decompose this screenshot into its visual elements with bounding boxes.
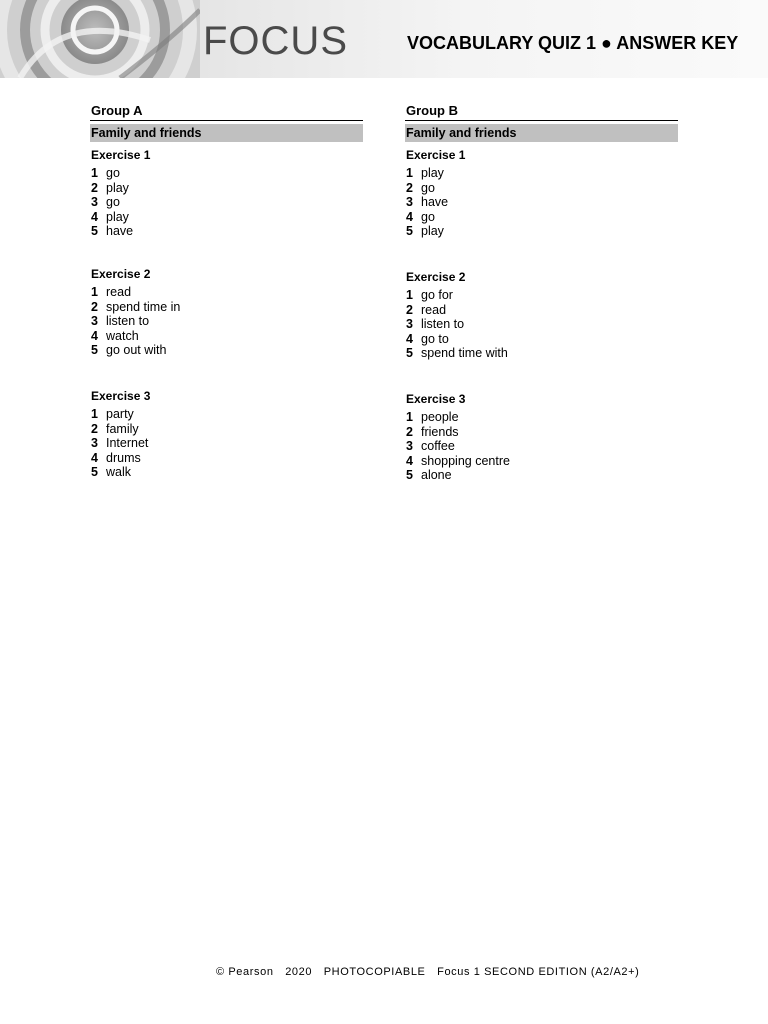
item-number: 2 bbox=[91, 299, 98, 314]
answer-item bbox=[405, 166, 678, 181]
year-text: 2020 bbox=[285, 966, 313, 978]
answer-item bbox=[90, 422, 363, 437]
answer-item bbox=[90, 465, 363, 480]
item-number: 4 bbox=[406, 331, 413, 346]
answer-item bbox=[405, 224, 678, 239]
answer-item bbox=[405, 454, 678, 469]
item-number: 1 bbox=[406, 166, 413, 180]
edition-text: Focus 1 SECOND EDITION (A2/A2+) bbox=[437, 966, 640, 978]
item-number: 5 bbox=[91, 343, 98, 358]
answer-item bbox=[90, 343, 363, 358]
item-number: 3 bbox=[91, 195, 98, 210]
exercise-heading: Exercise 2 bbox=[406, 269, 466, 284]
answer-item bbox=[405, 288, 678, 303]
item-number: 4 bbox=[91, 209, 98, 224]
item-number: 4 bbox=[91, 328, 98, 343]
answer-item bbox=[405, 410, 678, 425]
answer-text: party bbox=[106, 406, 134, 421]
item-number: 1 bbox=[91, 406, 98, 421]
answer-text: alone bbox=[421, 468, 452, 483]
answer-text: go to bbox=[421, 331, 449, 346]
answer-text: go for bbox=[421, 287, 453, 302]
group-a-heading: Group A bbox=[90, 103, 363, 121]
answer-text: shopping centre bbox=[421, 453, 510, 468]
page-footer bbox=[216, 966, 647, 978]
group-a-unit-bar: Family and friends bbox=[90, 124, 363, 142]
answer-item bbox=[405, 332, 678, 347]
answer-item bbox=[90, 195, 363, 210]
exercise-heading: Exercise 3 bbox=[406, 391, 466, 406]
answer-text: have bbox=[106, 224, 134, 239]
item-number: 2 bbox=[91, 421, 98, 436]
answer-text: go bbox=[106, 166, 120, 180]
answer-text: spend time with bbox=[421, 346, 508, 361]
answer-text: play bbox=[421, 166, 444, 180]
item-number: 4 bbox=[91, 450, 98, 465]
answer-item bbox=[405, 210, 678, 225]
group-b-heading: Group B bbox=[405, 103, 678, 121]
answer-text: coffee bbox=[421, 439, 455, 454]
page-header bbox=[0, 0, 768, 78]
answer-item bbox=[405, 317, 678, 332]
document-title: VOCABULARY QUIZ 1 ● ANSWER KEY bbox=[407, 33, 739, 53]
answer-item bbox=[90, 210, 363, 225]
answer-text: listen to bbox=[106, 314, 150, 329]
answer-item bbox=[90, 300, 363, 315]
item-number: 5 bbox=[406, 346, 413, 361]
item-number: 3 bbox=[406, 195, 413, 210]
answer-text: go out with bbox=[106, 343, 167, 358]
answer-item bbox=[90, 285, 363, 300]
item-number: 5 bbox=[91, 465, 98, 480]
group-a-column bbox=[90, 100, 363, 480]
answer-text: go bbox=[421, 180, 435, 195]
answer-text: watch bbox=[106, 328, 139, 343]
answer-text: play bbox=[106, 180, 129, 195]
answer-item bbox=[405, 439, 678, 454]
answer-text: spend time in bbox=[106, 299, 181, 314]
answer-text: friends bbox=[421, 424, 459, 439]
answer-text: go bbox=[106, 195, 120, 210]
answer-item bbox=[90, 436, 363, 451]
answer-text: people bbox=[421, 409, 459, 424]
item-number: 2 bbox=[406, 180, 413, 195]
item-number: 1 bbox=[91, 166, 98, 180]
item-number: 5 bbox=[406, 468, 413, 483]
answer-text: walk bbox=[106, 465, 132, 480]
exercise-heading: Exercise 3 bbox=[91, 388, 151, 403]
item-number: 3 bbox=[406, 317, 413, 332]
answer-text: read bbox=[421, 302, 447, 317]
answer-text: listen to bbox=[421, 317, 465, 332]
focus-swirl-graphic bbox=[0, 0, 200, 78]
answer-item bbox=[405, 425, 678, 440]
item-number: 1 bbox=[406, 409, 413, 424]
answer-item bbox=[405, 303, 678, 318]
answer-item bbox=[90, 181, 363, 196]
copyright-text: © Pearson bbox=[216, 966, 274, 978]
answer-item bbox=[405, 195, 678, 210]
answer-item bbox=[90, 166, 363, 181]
group-b-unit-bar: Family and friends bbox=[405, 124, 678, 142]
item-number: 2 bbox=[91, 180, 98, 195]
answer-item bbox=[90, 407, 363, 422]
answer-text: play bbox=[106, 209, 129, 224]
answer-text: read bbox=[106, 284, 132, 299]
item-number: 5 bbox=[406, 224, 413, 239]
answer-text: go bbox=[421, 209, 435, 224]
exercise-heading: Exercise 2 bbox=[91, 266, 151, 281]
exercise-heading: Exercise 1 bbox=[91, 148, 151, 162]
answer-item bbox=[90, 224, 363, 239]
group-b-column bbox=[405, 100, 678, 483]
answer-item bbox=[405, 468, 678, 483]
item-number: 1 bbox=[91, 284, 98, 299]
photocopiable-text: PHOTOCOPIABLE bbox=[323, 966, 426, 978]
answer-item bbox=[405, 346, 678, 361]
answer-item bbox=[90, 314, 363, 329]
item-number: 4 bbox=[406, 453, 413, 468]
item-number: 3 bbox=[91, 314, 98, 329]
answer-item bbox=[90, 451, 363, 466]
item-number: 2 bbox=[406, 424, 413, 439]
answer-text: play bbox=[421, 224, 444, 239]
answer-item bbox=[90, 329, 363, 344]
item-number: 3 bbox=[91, 436, 98, 451]
answer-text: have bbox=[421, 195, 449, 210]
answer-text: Internet bbox=[106, 436, 149, 451]
item-number: 4 bbox=[406, 209, 413, 224]
answer-item bbox=[405, 181, 678, 196]
item-number: 1 bbox=[406, 287, 413, 302]
answer-text: family bbox=[106, 421, 139, 436]
exercise-heading: Exercise 1 bbox=[406, 148, 466, 162]
focus-logo: FOCUS bbox=[203, 19, 348, 63]
item-number: 2 bbox=[406, 302, 413, 317]
item-number: 5 bbox=[91, 224, 98, 239]
item-number: 3 bbox=[406, 439, 413, 454]
answer-text: drums bbox=[106, 450, 141, 465]
